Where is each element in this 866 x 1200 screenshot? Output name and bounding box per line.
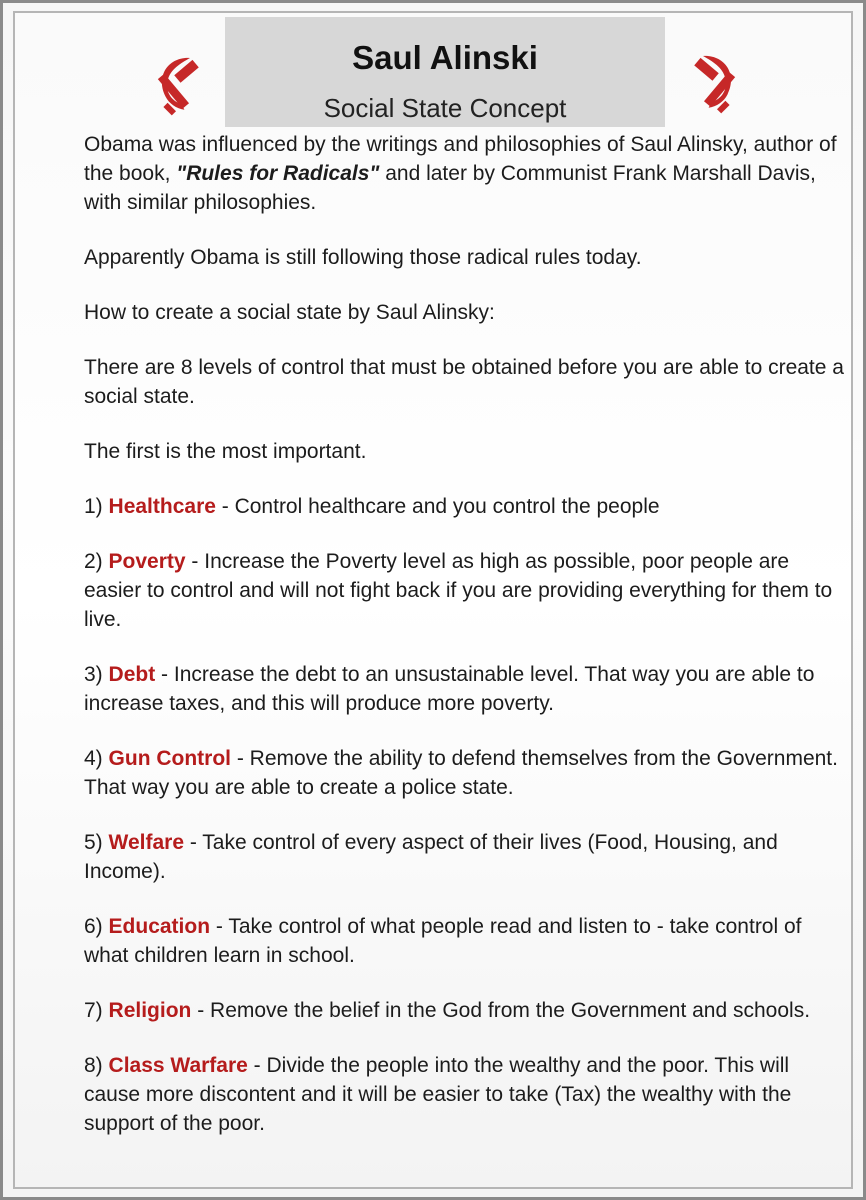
hammer-sickle-icon-right <box>675 49 745 119</box>
level-keyword: Class Warfare <box>108 1054 248 1077</box>
level-keyword: Poverty <box>108 550 186 573</box>
hammer-sickle-icon-left <box>148 51 218 121</box>
article-body <box>84 130 844 1164</box>
intro-text-before: Obama was influenced by the writings and philosophies of Saul Alinsky, author of the book, <box>84 133 837 185</box>
level-keyword: Debt <box>108 663 156 686</box>
level-number: 5) <box>84 831 103 854</box>
level-item-2 <box>84 547 844 634</box>
level-number: 6) <box>84 915 103 938</box>
level-number: 1) <box>84 495 103 518</box>
level-description: - Remove the belief in the God from the Government and schools. <box>191 999 811 1022</box>
level-description: - Increase the Poverty level as high as possible, poor people are easier to control and will not fight back if you are providing everything for them to live. <box>84 550 833 631</box>
page-title: Saul Alinski <box>352 39 538 76</box>
intro-paragraph-3: How to create a social state by Saul Alinsky: <box>84 301 495 324</box>
level-number: 8) <box>84 1054 103 1077</box>
level-description: - Remove the ability to defend themselves from the Government. That way you are able to create a police state. <box>84 747 838 799</box>
title-box <box>225 17 665 127</box>
level-description: - Take control of every aspect of their lives (Food, Housing, and Income). <box>84 831 778 883</box>
book-title: "Rules for Radicals" <box>176 162 380 185</box>
level-item-1 <box>84 492 844 521</box>
level-keyword: Religion <box>108 999 192 1022</box>
level-item-6 <box>84 912 844 970</box>
level-number: 7) <box>84 999 103 1022</box>
level-number: 2) <box>84 550 103 573</box>
level-keyword: Healthcare <box>108 495 216 518</box>
page-subtitle: Social State Concept <box>323 93 567 123</box>
level-item-8 <box>84 1051 844 1138</box>
intro-paragraph-5: The first is the most important. <box>84 440 367 463</box>
level-item-4 <box>84 744 844 802</box>
level-number: 3) <box>84 663 103 686</box>
level-description: - Divide the people into the wealthy and the poor. This will cause more discontent and it will be easier to take (Tax) the wealthy with the support of the poor. <box>84 1054 792 1135</box>
level-item-3 <box>84 660 844 718</box>
intro-paragraph-4: There are 8 levels of control that must be obtained before you are able to create a social state. <box>84 356 844 408</box>
level-description: - Take control of what people read and listen to - take control of what children learn in school. <box>84 915 802 967</box>
level-number: 4) <box>84 747 103 770</box>
level-description: - Control healthcare and you control the people <box>215 495 660 518</box>
level-keyword: Welfare <box>108 831 185 854</box>
intro-paragraph-1 <box>84 130 844 217</box>
level-keyword: Education <box>108 915 211 938</box>
level-description: - Increase the debt to an unsustainable level. That way you are able to increase taxes, and this will produce more poverty. <box>84 663 815 715</box>
level-keyword: Gun Control <box>108 747 232 770</box>
level-item-7 <box>84 996 844 1025</box>
intro-paragraph-2: Apparently Obama is still following those radical rules today. <box>84 246 642 269</box>
intro-text-after: and later by Communist Frank Marshall Davis, with similar philosophies. <box>84 162 816 214</box>
level-item-5 <box>84 828 844 886</box>
